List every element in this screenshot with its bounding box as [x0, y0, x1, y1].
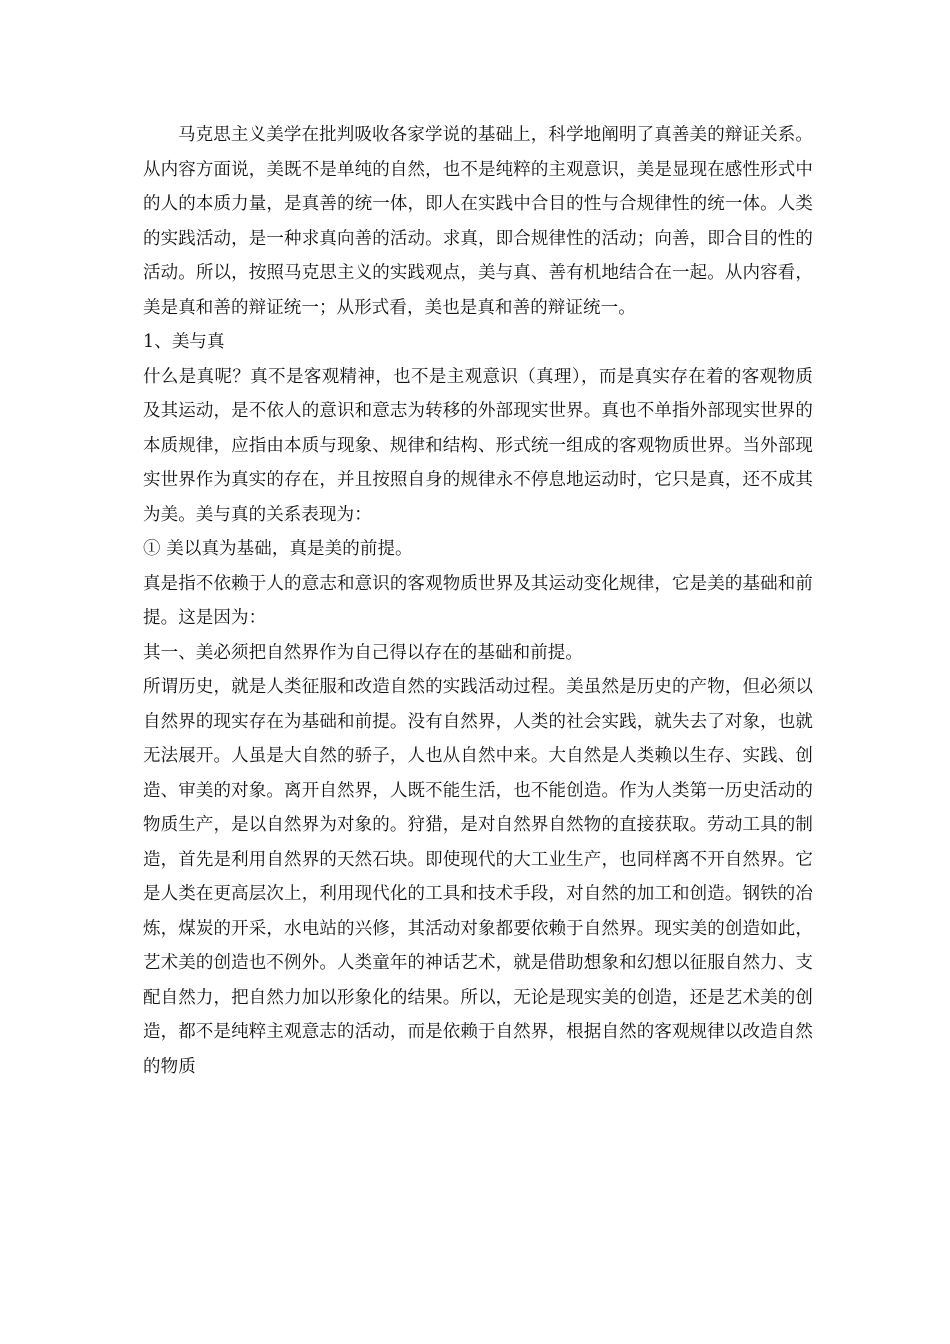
- body-paragraph: 真是指不依赖于人的意志和意识的客观物质世界及其运动变化规律，它是美的基础和前提。这是因为：: [143, 573, 813, 628]
- body-paragraph: 什么是真呢？真不是客观精神，也不是主观意识（真理），而是真实存在着的客观物质及其运动，是不依人的意识和意志为转移的外部现实世界。真也不单指外部现实世界的本质规律，应指由本质与现象、规律和结构、形式统一组成的客观物质世界。当外部现实世界作为真实的存在，并且按照自身的规律永不停息地运动时，它只是真，还不成其为美。美与真的关系表现为：: [143, 366, 813, 525]
- section-heading: 1、美与真: [143, 332, 225, 352]
- numbered-point: ① 美以真为基础，真是美的前提。: [143, 539, 413, 559]
- intro-paragraph: 马克思主义美学在批判吸收各家学说的基础上，科学地阐明了真善美的辩证关系。从内容方面说，美既不是单纯的自然，也不是纯粹的主观意识，美是显现在感性形式中的人的本质力量，是真善的统一体，即人在实践中合目的性与合规律性的统一体。人类的实践活动，是一种求真向善的活动。求真，即合规律性的活动；向善，即合目的性的活动。所以，按照马克思主义的实践观点，美与真、善有机地结合在一起。从内容看，美是真和善的辩证统一；从形式看，美也是真和善的辩证统一。: [143, 125, 813, 318]
- body-paragraph: 所谓历史，就是人类征服和改造自然的实践活动过程。美虽然是历史的产物，但必须以自然界的现实存在为基础和前提。没有自然界，人类的社会实践，就失去了对象，也就无法展开。人虽是大自然的骄子，人也从自然中来。大自然是人类赖以生存、实践、创造、审美的对象。离开自然界，人既不能生活，也不能创造。作为人类第一历史活动的物质生产，是以自然界为对象的。狩猎，是对自然界自然物的直接获取。劳动工具的制造，首先是利用自然界的天然石块。即使现代的大工业生产，也同样离不开自然界。它是人类在更高层次上，利用现代化的工具和技术手段，对自然的加工和创造。钢铁的冶炼，煤炭的开采，水电站的兴修，其活动对象都要依赖于自然界。现实美的创造如此，艺术美的创造也不例外。人类童年的神话艺术，就是借助想象和幻想以征服自然力、支配自然力，把自然力加以形象化的结果。所以，无论是现实美的创造，还是艺术美的创造，都不是纯粹主观意志的活动，而是依赖于自然界，根据自然的客观规律以改造自然的物质: [143, 677, 813, 1077]
- sub-point: 其一、美必须把自然界作为自己得以存在的基础和前提。: [143, 642, 583, 663]
